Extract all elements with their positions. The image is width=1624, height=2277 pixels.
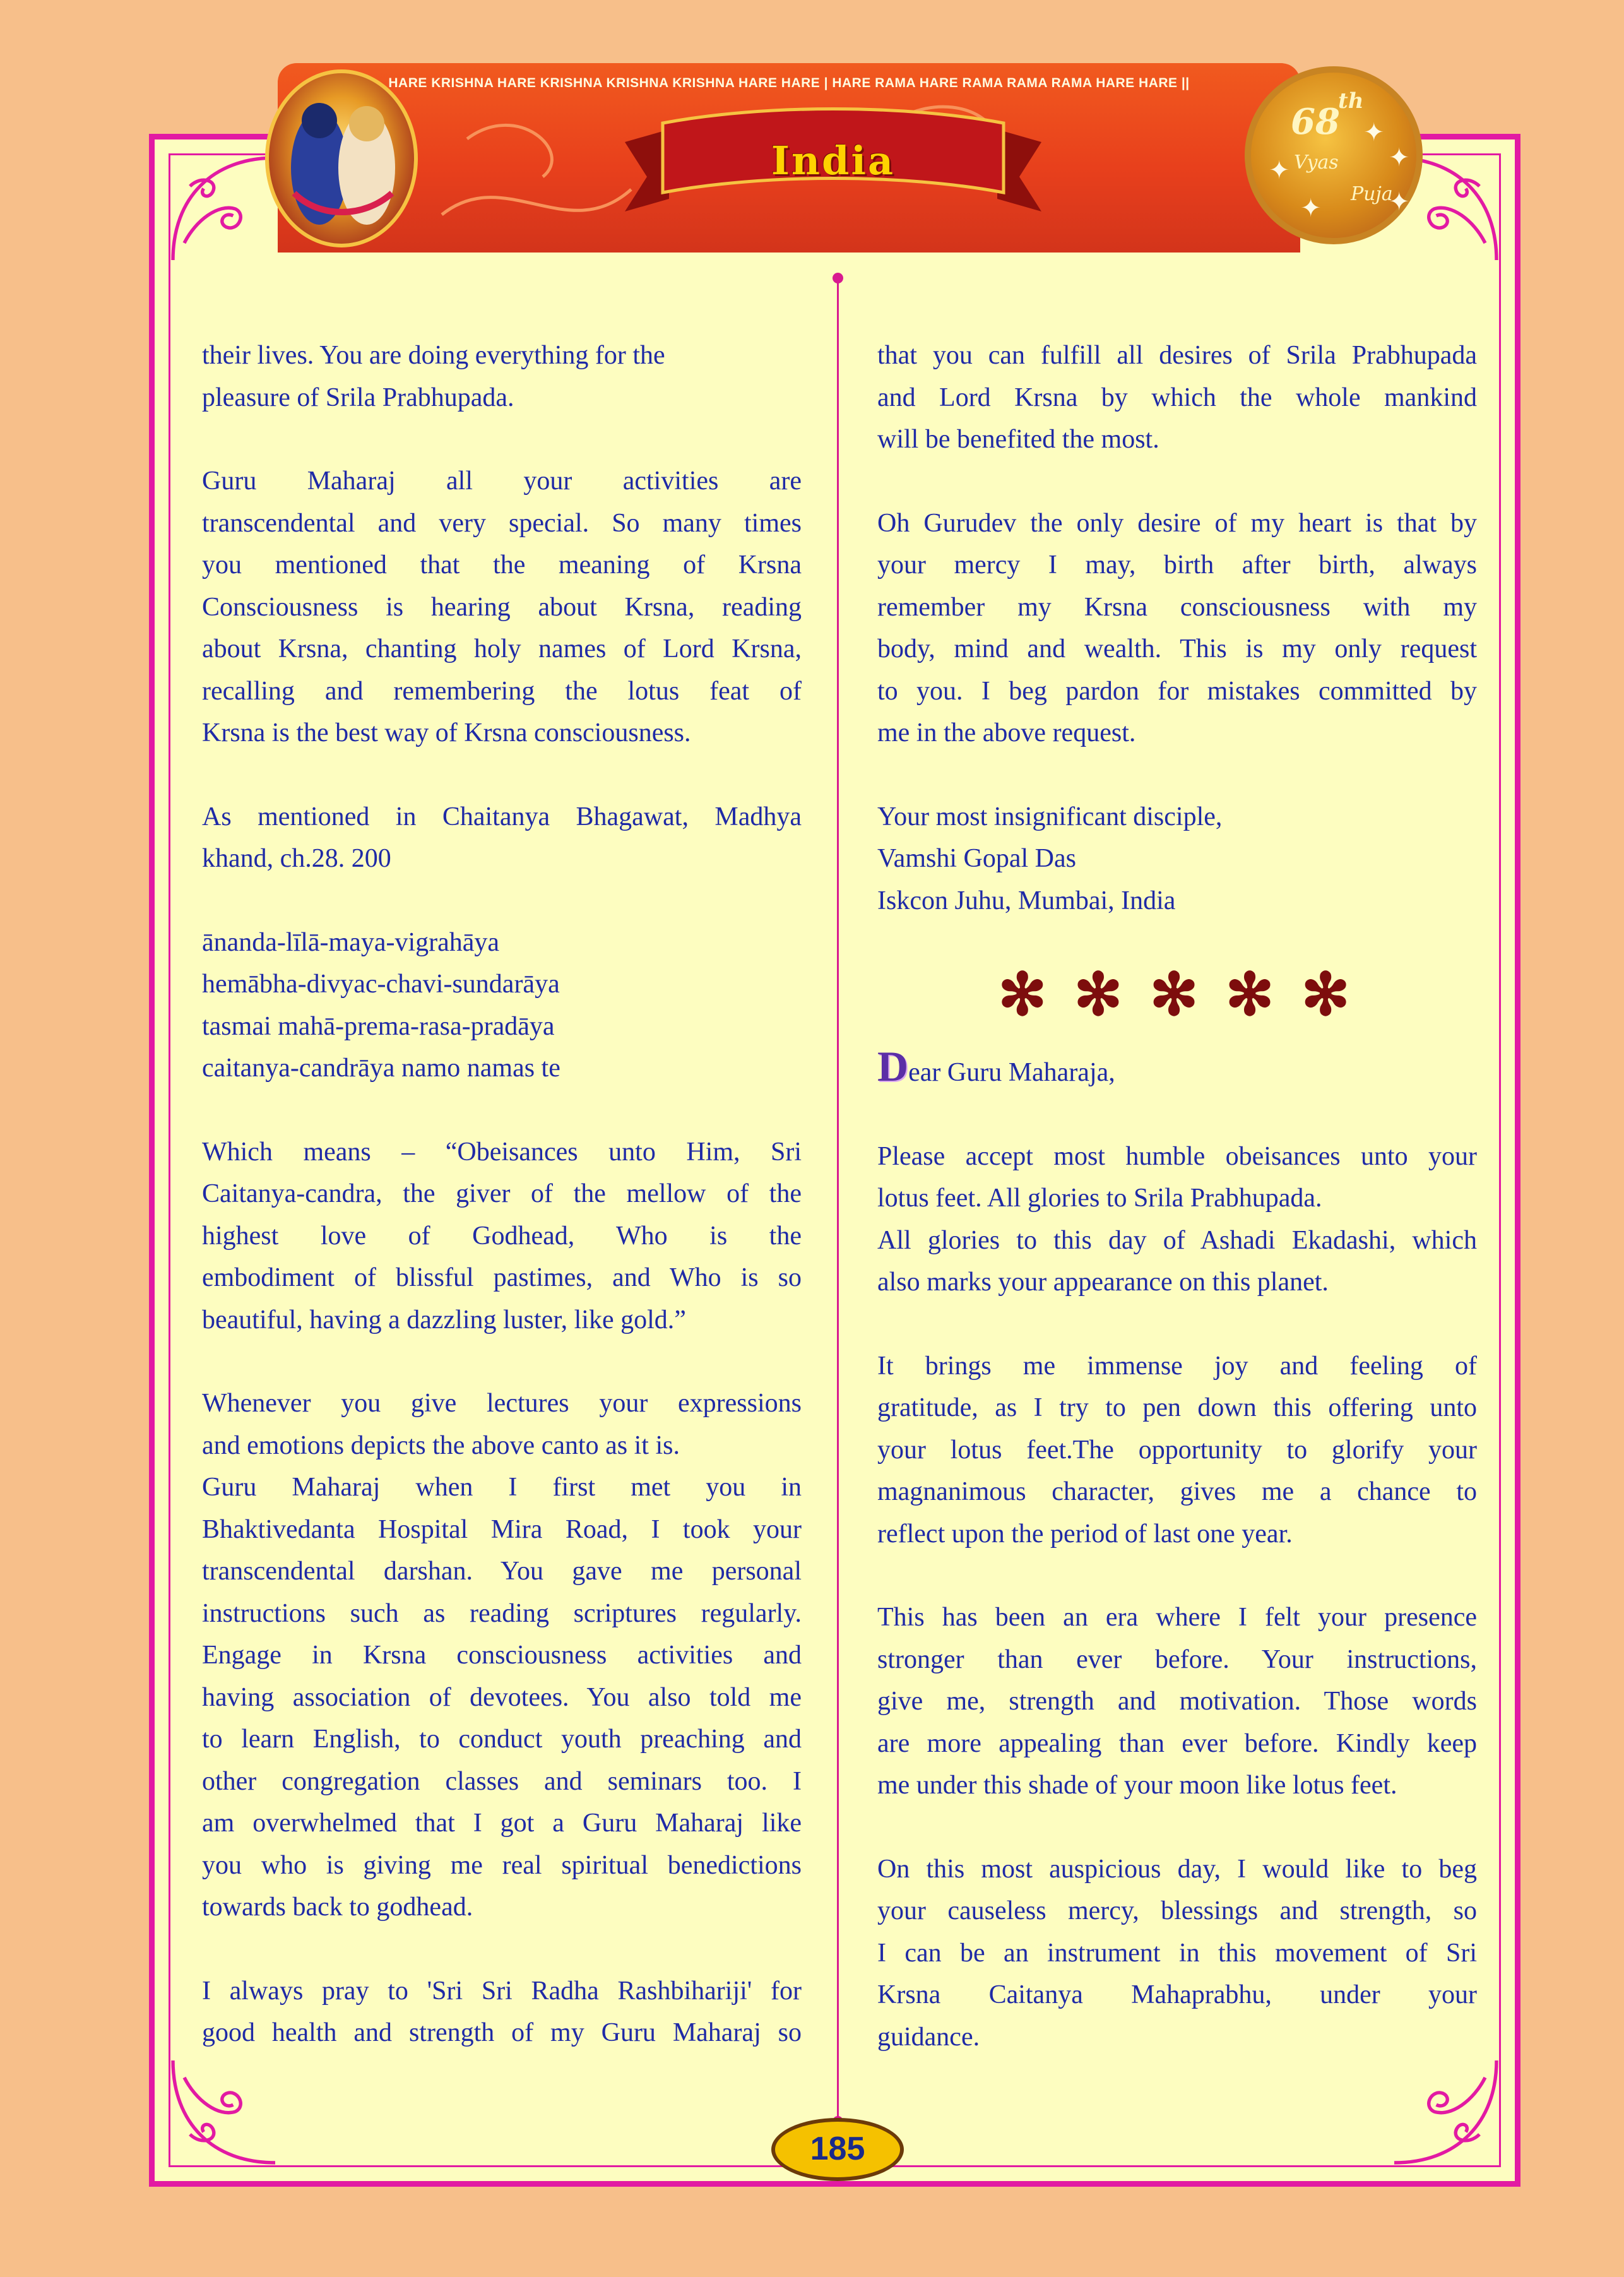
text-line: remember my Krsna consciousness with my [877,592,1477,622]
text-line: beautiful, having a dazzling luster, like gold.” [202,1305,686,1335]
section-separator: ✻ ✻ ✻ ✻ ✻ [998,963,1356,1027]
text-line: khand, ch.28. 200 [202,844,391,873]
paragraph [202,460,802,754]
text-line: give me, strength and motivation. Those words [877,1687,1477,1716]
text-line: Guru Maharaj when I first met you in [202,1473,802,1502]
paragraph [202,796,802,880]
corner-ornament-bottom-left [167,2055,281,2168]
text-line: good health and strength of my Guru Maharaj so [202,2018,802,2047]
text-line: I can be an instrument in this movement of Sri [877,1938,1477,1968]
salutation-text: ear Guru Maharaja, [908,1058,1115,1087]
text-line: I always pray to 'Sri Sri Radha Rashbihariji' for [202,1976,802,2006]
text-line: having association of devotees. You also told me [202,1682,802,1712]
text-line: As mentioned in Chaitanya Bhagawat, Madhya [202,802,802,831]
sparkle-star-icon: ✦ [1300,194,1322,222]
salutation [877,1042,1477,1094]
badge-word-vyas: Vyas [1294,152,1339,174]
text-line: your lotus feet.The opportunity to glorify your [877,1435,1477,1465]
text-line: Whenever you give lectures your expressions [202,1389,802,1418]
section-title: India [771,138,896,184]
text-line: Bhaktivedanta Hospital Mira Road, I took your [202,1514,802,1544]
text-line: you who is giving me real spiritual benedictions [202,1850,802,1880]
text-line: transcendental and very special. So many times [202,508,802,538]
text-line: about Krsna, chanting holy names of Lord Krsna, [202,634,802,663]
sparkle-star-icon: ✦ [1269,156,1290,184]
text-line: are more appealing than ever before. Kindly keep [877,1728,1477,1758]
corner-ornament-bottom-right [1389,2055,1502,2168]
mantra-line: HARE KRISHNA HARE KRISHNA KRISHNA KRISHNA HARE HARE | HARE RAMA HARE RAMA RAMA RAMA HARE HARE || [388,76,1190,90]
badge-number: 68 [1291,101,1340,143]
deity-medallion-image [265,69,418,247]
text-line: to you. I beg pardon for mistakes committed by [877,676,1477,706]
text-line: to learn English, to conduct youth preaching and [202,1725,802,1754]
paragraph [202,1382,802,1929]
text-line: Consciousness is hearing about Krsna, reading [202,592,802,622]
text-line: your causeless mercy, blessings and strength, so [877,1896,1477,1925]
signature-location: Iskcon Juhu, Mumbai, India [877,886,1176,915]
sanskrit-verse [202,922,802,1090]
text-line: am overwhelmed that I got a Guru Maharaj like [202,1809,802,1838]
text-line: you mentioned that the meaning of Krsna [202,550,802,580]
text-line: Krsna Caitanya Mahaprabhu, under your [877,1980,1477,2009]
text-line: stronger than ever before. Your instructions, [877,1644,1477,1674]
text-line: transcendental darshan. You gave me personal [202,1557,802,1586]
text-line: also marks your appearance on this planet. [877,1268,1329,1297]
text-line: Guru Maharaj all your activities are [202,467,802,496]
text-line: magnanimous character, gives me a chance to [877,1477,1477,1506]
text-line: and Lord Krsna by which the whole mankind [877,383,1477,412]
text-line: Which means – “Obeisances unto Him, Sri [202,1137,802,1167]
corner-ornament-top-left [167,152,281,266]
text-line: me under this shade of your moon like lotus feet. [877,1771,1397,1800]
text-line: All glories to this day of Ashadi Ekadashi, which [877,1225,1477,1255]
text-line: On this most auspicious day, I would like to beg [877,1854,1477,1884]
text-line: other congregation classes and seminars too. I [202,1766,802,1796]
text-line: your mercy I may, birth after birth, always [877,550,1477,580]
paragraph [877,335,1477,461]
signature-name: Vamshi Gopal Das [877,844,1076,873]
drop-cap: D [877,1042,909,1090]
text-line: will be benefited the most. [877,425,1159,454]
sparkle-star-icon: ✦ [1389,187,1410,216]
paragraph [877,1848,1477,2059]
signature-block [877,796,1477,922]
signature-line: Your most insignificant disciple, [877,802,1223,831]
text-line: It brings me immense joy and feeling of [877,1351,1477,1381]
text-line: highest love of Godhead, Who is the [202,1221,802,1251]
text-line: me in the above request. [877,718,1136,747]
paragraph [202,335,802,419]
verse-line: hemābha-divyac-chavi-sundarāya [202,970,560,999]
text-line: This has been an era where I felt your presence [877,1603,1477,1632]
text-line: Please accept most humble obeisances unto your [877,1141,1477,1171]
text-line: gratitude, as I try to pen down this offering unto [877,1393,1477,1422]
text-line: their lives. You are doing everything for the [202,341,665,370]
text-line: Caitanya-candra, the giver of the mellow of the [202,1179,802,1208]
text-line: and emotions depicts the above canto as it is. [202,1430,680,1460]
sparkle-star-icon: ✦ [1389,143,1410,172]
paragraph [202,1970,802,2054]
verse-line: caitanya-candrāya namo namas te [202,1054,560,1083]
paragraph [877,1596,1477,1807]
left-column [202,335,802,2054]
text-line: body, mind and wealth. This is my only request [877,634,1477,663]
text-line: instructions such as reading scriptures regularly. [202,1598,802,1628]
text-line: lotus feet. All glories to Srila Prabhupada. [877,1184,1322,1213]
text-line: embodiment of blissful pastimes, and Who is so [202,1263,802,1292]
text-line: Krsna is the best way of Krsna consciousness. [202,718,691,747]
text-line: reflect upon the period of last one year. [877,1519,1293,1549]
page-number: 185 [771,2118,904,2181]
verse-line: tasmai mahā-prema-rasa-pradāya [202,1011,555,1041]
paragraph [877,1345,1477,1555]
sparkle-star-icon: ✦ [1363,118,1385,146]
column-divider [837,278,839,2121]
paragraph [877,1136,1477,1304]
right-column [877,335,1477,2058]
paragraph [202,1131,802,1341]
verse-line: ānanda-līlā-maya-vigrahāya [202,927,500,957]
text-line: towards back to godhead. [202,1893,473,1922]
text-line: Oh Gurudev the only desire of my heart is that by [877,508,1477,538]
badge-word-puja: Puja [1351,183,1393,205]
text-line: Engage in Krsna consciousness activities and [202,1641,802,1670]
text-line: that you can fulfill all desires of Srila Prabhupada [877,341,1477,370]
paragraph [877,502,1477,754]
text-line: recalling and remembering the lotus feat of [202,676,802,706]
text-line: guidance. [877,2022,980,2052]
text-line: pleasure of Srila Prabhupada. [202,383,514,412]
divider-dot-top [833,273,843,283]
badge-suffix: th [1338,88,1364,114]
